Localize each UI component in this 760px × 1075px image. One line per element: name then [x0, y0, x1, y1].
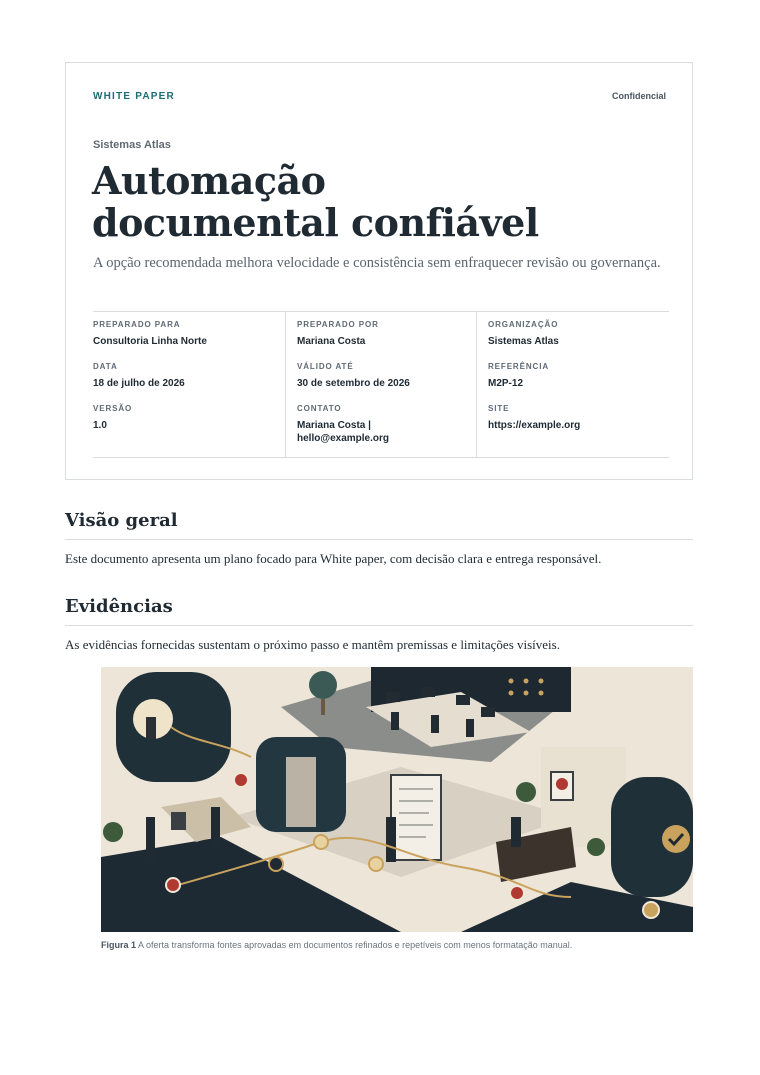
meta-prepared-for: [93, 320, 285, 362]
section-heading-overview: Visão geral: [65, 510, 178, 531]
document-subtitle: A opção recomendada melhora velocidade e consistência sem enfraquecer revisão ou governança.: [93, 255, 661, 271]
document-title: [92, 160, 672, 244]
meta-label: VERSÃO: [93, 404, 133, 413]
overview-paragraph: Este documento apresenta um plano focado para White paper, com decisão clara e entrega responsável.: [65, 551, 602, 566]
meta-value: https://example.org: [488, 420, 581, 431]
divider: [65, 625, 693, 626]
meta-value: Mariana Costa: [297, 336, 366, 347]
meta-label: ORGANIZAÇÃO: [488, 320, 559, 329]
meta-label: VÁLIDO ATÉ: [297, 362, 354, 371]
isometric-office-image: [101, 667, 693, 932]
meta-value: Mariana Costa | hello@example.org: [297, 420, 389, 444]
meta-value: 1.0: [93, 420, 107, 431]
title-line-2: documental confiável: [92, 200, 539, 245]
meta-value: Consultoria Linha Norte: [93, 336, 207, 347]
evidence-paragraph: As evidências fornecidas sustentam o próximo passo e mantêm premissas e limitações visíveis.: [65, 637, 560, 652]
meta-label: DATA: [93, 362, 118, 371]
section-heading-evidence: Evidências: [65, 596, 173, 617]
meta-contact: [297, 404, 476, 446]
meta-date: [93, 362, 285, 404]
meta-label: PREPARADO PARA: [93, 320, 181, 329]
metadata-column-1: [93, 312, 285, 457]
document-type-tag: WHITE PAPER: [93, 91, 175, 102]
meta-label: PREPARADO POR: [297, 320, 379, 329]
confidential-label: Confidencial: [611, 91, 666, 101]
metadata-column-2: [285, 312, 476, 457]
figure-caption: [101, 940, 572, 950]
cover-card: [65, 62, 693, 480]
figure-caption-text: A oferta transforma fontes aprovadas em documentos refinados e repetíveis com menos formatação manual.: [138, 940, 573, 950]
meta-prepared-by: [297, 320, 476, 362]
meta-value: M2P-12: [488, 378, 524, 389]
figure-label: Figura 1: [101, 940, 137, 950]
metadata-grid: [93, 311, 669, 458]
meta-label: SITE: [488, 404, 510, 413]
metadata-column-3: [476, 312, 669, 457]
meta-label: CONTATO: [297, 404, 342, 413]
organization-name: Sistemas Atlas: [93, 139, 171, 151]
meta-organization: [488, 320, 669, 362]
meta-label: REFERÊNCIA: [488, 362, 550, 371]
office-illustration: [101, 667, 693, 932]
divider: [65, 539, 693, 540]
meta-site: [488, 404, 669, 446]
meta-value: 18 de julho de 2026: [93, 378, 185, 389]
meta-value: 30 de setembro de 2026: [297, 378, 410, 389]
meta-reference: [488, 362, 669, 404]
meta-version: [93, 404, 285, 446]
meta-value: Sistemas Atlas: [488, 336, 559, 347]
title-line-1: Automação: [92, 158, 326, 203]
meta-valid-until: [297, 362, 476, 404]
